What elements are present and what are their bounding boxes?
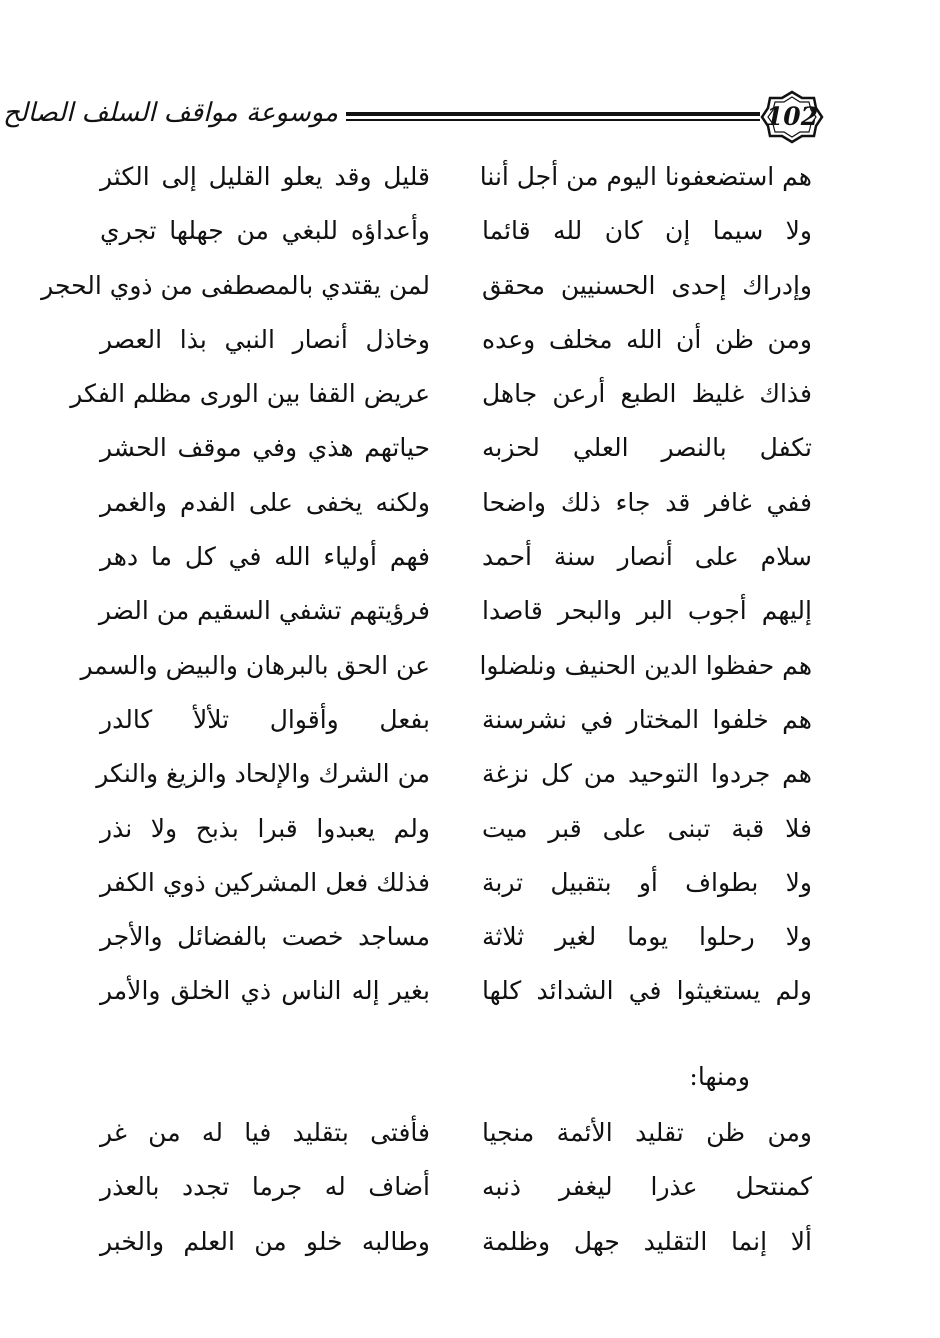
verse (90, 584, 830, 638)
verse-first-hemistich: ففي غافر قد جاء ذلك واضحا (482, 487, 812, 517)
verse-first-hemistich: ومن ظن أن الله مخلف وعده (482, 324, 812, 354)
verse-second-hemistich: فذلك فعل المشركين ذوي الكفر (100, 867, 430, 897)
verse (90, 1160, 830, 1214)
section-interlude: ومنها: (689, 1062, 750, 1091)
verse (90, 204, 830, 258)
verse-second-hemistich: من الشرك والإلحاد والزيغ والنكر (96, 759, 430, 789)
verse-second-hemistich: فرؤيتهم تشفي السقيم من الضر (98, 596, 430, 626)
page-number-badge (760, 90, 824, 144)
verse-second-hemistich: فهم أولياء الله في كل ما دهر (100, 542, 430, 572)
verse (90, 856, 830, 910)
verse-second-hemistich: قليل وقد يعلو القليل إلى الكثر (100, 162, 430, 191)
verse-first-hemistich: هم جردوا التوحيد من كل نزغة (482, 759, 812, 789)
verse (80, 639, 830, 693)
verse (90, 476, 830, 530)
verse (90, 693, 830, 747)
verse-first-hemistich: هم استضعفونا اليوم من أجل أننا (479, 162, 812, 191)
verse-second-hemistich: بغير إله الناس ذي الخلق والأمر (100, 976, 430, 1006)
verse-first-hemistich: ومن ظن تقليد الأئمة منجيا (482, 1118, 812, 1147)
verse-second-hemistich: وخاذل أنصار النبي بذا العصر (100, 324, 430, 354)
book-title: موسوعة مواقف السلف الصالح (3, 98, 338, 128)
page-number: 102 (765, 102, 819, 131)
verse (90, 1106, 830, 1160)
verse-first-hemistich: ولا بطواف أو بتقبيل تربة (482, 867, 812, 897)
verse-first-hemistich: إليهم أجوب البر والبحر قاصدا (482, 596, 812, 626)
verse (70, 367, 830, 421)
verse-second-hemistich: لمن يقتدي بالمصطفى من ذوي الحجر (41, 270, 430, 300)
verse-second-hemistich: عن الحق بالبرهان والبيض والسمر (80, 650, 430, 680)
verse (90, 150, 830, 204)
poem-verses-part-1 (41, 150, 830, 1019)
verse-first-hemistich: هم حفظوا الدين الحنيف ونلضلوا (479, 650, 812, 680)
verse-second-hemistich: ولكنه يخفى على الفدم والغمر (100, 487, 430, 517)
verse-first-hemistich: ولا سيما إن كان لله قائما (482, 216, 812, 246)
verse-first-hemistich: هم خلفوا المختار في نشرسنة (482, 704, 812, 734)
verse (90, 530, 830, 584)
verse-first-hemistich: فلا قبة تبنى على قبر ميت (482, 813, 812, 843)
verse (90, 421, 830, 475)
header-rule-thick-line (346, 112, 760, 116)
verse (41, 259, 830, 313)
verse (90, 910, 830, 964)
verse-second-hemistich: حياتهم هذي وفي موقف الحشر (100, 433, 430, 463)
header-rule (346, 112, 760, 122)
verse (90, 747, 830, 801)
header-rule-thin-line (346, 119, 760, 121)
verse-second-hemistich: بفعل وأقوال تلألأ كالدر (100, 704, 430, 734)
verse-first-hemistich: وإدراك إحدى الحسنيين محقق (482, 270, 812, 300)
verse (90, 1215, 830, 1269)
verse-second-hemistich: عريض القفا بين الورى مظلم الفكر (70, 379, 430, 409)
verse (90, 964, 830, 1018)
page-header (3, 90, 828, 144)
verse-second-hemistich: وطالبه خلو من العلم والخبر (100, 1226, 430, 1256)
verse-second-hemistich: مساجد خصت بالفضائل والأجر (100, 922, 430, 952)
verse-first-hemistich: تكفل بالنصر العلي لحزبه (482, 433, 812, 463)
verse-first-hemistich: فذاك غليظ الطبع أرعن جاهل (482, 379, 812, 409)
verse-second-hemistich: وأعداؤه للبغي من جهلها تجري (100, 216, 430, 246)
verse-second-hemistich: ولم يعبدوا قبرا بذبح ولا نذر (100, 813, 430, 843)
verse (90, 802, 830, 856)
verse-first-hemistich: ألا إنما التقليد جهل وظلمة (482, 1226, 812, 1256)
verse-first-hemistich: ولم يستغيثوا في الشدائد كلها (482, 976, 812, 1006)
verse-second-hemistich: أضاف له جرما تجدد بالعذر (100, 1172, 430, 1202)
verse-second-hemistich: فأفتى بتقليد فيا له من غر (100, 1118, 430, 1147)
poem-verses-part-2 (90, 1106, 830, 1269)
verse-first-hemistich: كمنتحل عذرا ليغفر ذنبه (482, 1172, 812, 1202)
verse-first-hemistich: سلام على أنصار سنة أحمد (482, 542, 812, 572)
verse (90, 313, 830, 367)
verse-first-hemistich: ولا رحلوا يوما لغير ثلاثة (482, 922, 812, 952)
